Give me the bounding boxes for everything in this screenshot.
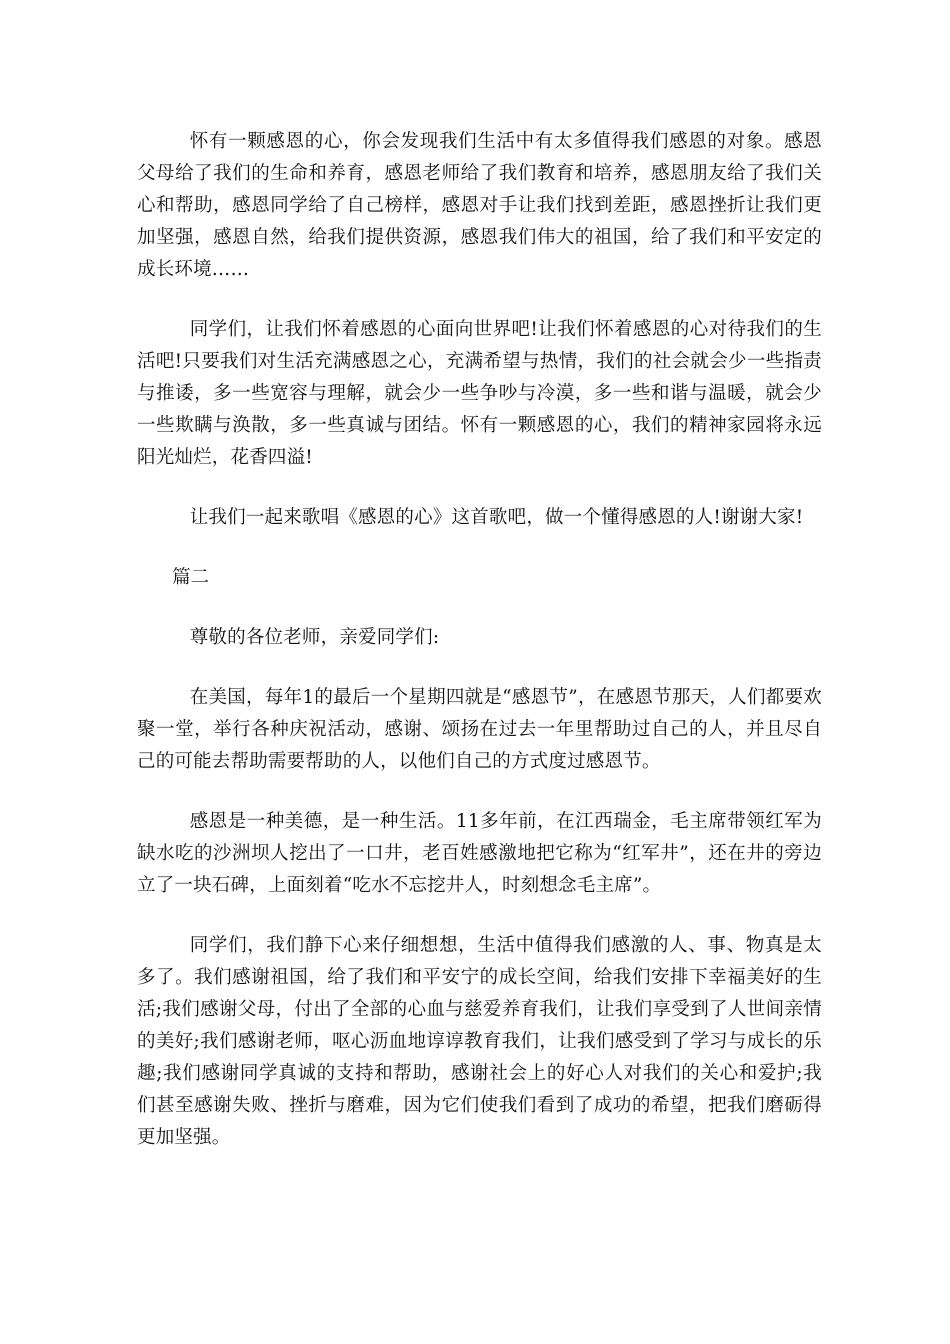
section-heading: 篇二: [172, 567, 210, 588]
paragraph-salutation: 尊敬的各位老师，亲爱同学们:: [189, 627, 440, 648]
document-page: [137, 126, 822, 1182]
paragraph-red-army-well: 感恩是一种美德，是一种生活。11多年前，在江西瑞金，毛主席带领红军为缺水吃的沙洲坝人挖出了一口井，老百姓感激地把它称为“红军井”，还在井的旁边立了一块石碑，上面刻着“吃水不忘挖井人，时刻想念毛主席”。: [137, 811, 822, 896]
paragraph-be-grateful: 同学们，我们静下心来仔细想想，生活中值得我们感激的人、事、物真是太多了。我们感谢祖国，给了我们和平安宁的成长空间，给我们安排下幸福美好的生活;我们感谢父母，付出了全部的心血与慈爱养育我们，让我们享受到了人世间亲情的美好;我们感谢老师，呕心沥血地谆谆教育我们，让我们感受到了学习与成长的乐趣;我们感谢同学真诚的支持和帮助，感谢社会上的好心人对我们的关心和爱护;我们甚至感谢失败、挫折与磨难，因为它们使我们看到了成功的希望，把我们磨砺得更加坚强。: [137, 935, 822, 1148]
paragraph-face-world: 同学们，让我们怀着感恩的心面向世界吧!让我们怀着感恩的心对待我们的生活吧!只要我们对生活充满感恩之心，充满希望与热情，我们的社会就会少一些指责与推诿，多一些宽容与理解，就会少一些争吵与冷漠，多一些和谐与温暖，就会少一些欺瞒与涣散，多一些真诚与团结。怀有一颗感恩的心，我们的精神家园将永远阳光灿烂，花香四溢!: [137, 319, 822, 468]
paragraph-gratitude-objects: 怀有一颗感恩的心，你会发现我们生活中有太多值得我们感恩的对象。感恩父母给了我们的生命和养育，感恩老师给了我们教育和培养，感恩朋友给了我们关心和帮助，感恩同学给了自己榜样，感恩对手让我们找到差距，感恩挫折让我们更加坚强，感恩自然，给我们提供资源，感恩我们伟大的祖国，给了我们和平安定的成长环境……: [137, 131, 822, 280]
paragraph-sing-together: 让我们一起来歌唱《感恩的心》这首歌吧，做一个懂得感恩的人!谢谢大家!: [189, 507, 804, 528]
paragraph-thanksgiving: 在美国，每年1的最后一个星期四就是“感恩节”，在感恩节那天，人们都要欢聚一堂，举行各种庆祝活动，感谢、颂扬在过去一年里帮助过自己的人，并且尽自己的可能去帮助需要帮助的人，以他们自己的方式度过感恩节。: [137, 687, 822, 772]
